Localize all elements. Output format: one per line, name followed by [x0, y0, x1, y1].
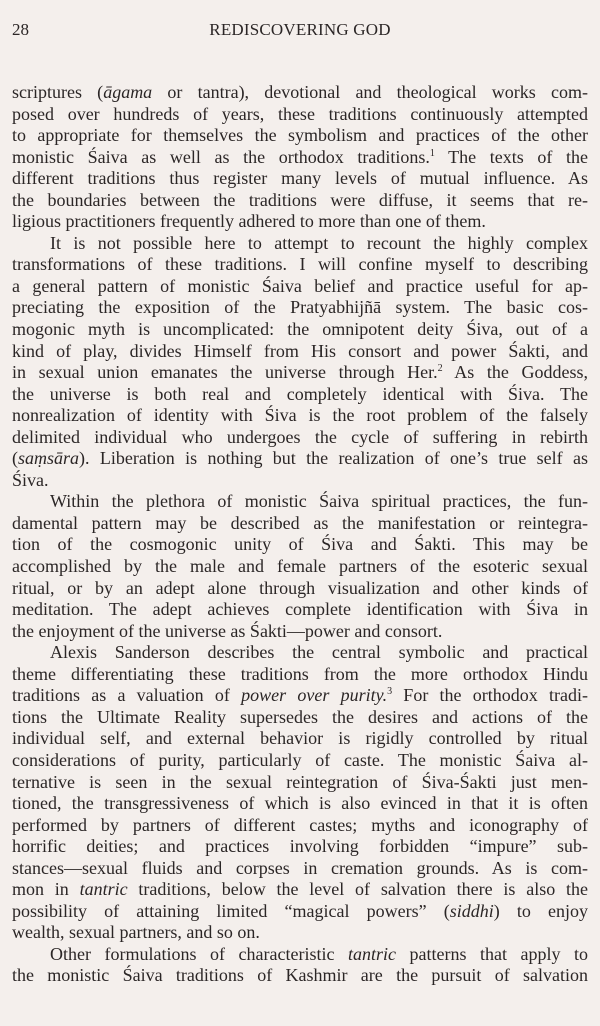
text-run: Other formulations of characteristic	[50, 943, 348, 964]
text-line	[12, 254, 588, 276]
text-line	[12, 750, 588, 772]
text-run: mon in	[12, 879, 80, 900]
text-line	[12, 793, 588, 815]
text-run: individual self, and external behavior is rigidly controlled by ritual	[12, 728, 588, 749]
text-run: Within the plethora of monistic Śaiva spiritual practices, the fun-	[50, 491, 588, 512]
text-line	[12, 965, 588, 987]
text-run: posed over hundreds of years, these traditions continuously attempted	[12, 103, 588, 124]
text-line	[12, 534, 588, 556]
text-line	[12, 125, 588, 147]
text-run: performed by partners of different castes; myths and iconography of	[12, 814, 588, 835]
text-line	[12, 491, 588, 513]
text-run: monistic Śaiva as well as the orthodox traditions.	[12, 146, 430, 167]
text-line	[12, 815, 588, 837]
text-line	[12, 168, 588, 190]
footnote-marker: 2	[437, 363, 443, 375]
text-line	[12, 448, 588, 470]
text-run: the universe is both real and completely identical with Śiva. The	[12, 383, 588, 404]
text-line	[12, 384, 588, 406]
text-run: to appropriate for themselves the symbolism and practices of the other	[12, 125, 588, 146]
italic-term: power over purity.	[241, 685, 388, 706]
text-line	[12, 728, 588, 750]
text-run: different traditions thus register many levels of mutual influence. As	[12, 168, 588, 189]
text-run: As the Goddess,	[442, 362, 588, 383]
text-run: possibility of attaining limited “magical powers” (	[12, 900, 450, 921]
italic-term: siddhi	[449, 900, 494, 921]
text-line	[12, 104, 588, 126]
text-line	[12, 599, 588, 621]
text-line	[12, 470, 588, 492]
text-line	[12, 664, 588, 686]
text-run: damental pattern may be described as the manifestation or reintegra-	[12, 512, 588, 533]
text-run: transformations of these traditions. I will confine myself to describing	[12, 254, 588, 275]
text-run: theme differentiating these traditions from the more orthodox Hindu	[12, 663, 588, 684]
text-line	[12, 513, 588, 535]
text-run: ). Liberation is nothing but the realization of one’s true self as	[79, 448, 588, 469]
text-line	[12, 341, 588, 363]
text-run: The texts of the	[434, 146, 588, 167]
text-run: traditions, below the level of salvation there is also the	[127, 879, 588, 900]
text-run: nonrealization of identity with Śiva is the root problem of the falsely	[12, 405, 588, 426]
text-line	[12, 901, 588, 923]
page-number: 28	[12, 20, 29, 39]
text-run: traditions as a valuation of	[12, 685, 242, 706]
italic-term: tantric	[79, 879, 128, 900]
text-run: the boundaries between the traditions were diffuse, it seems that re-	[12, 189, 588, 210]
italic-term: saṃsāra	[18, 448, 80, 469]
text-run: stances—sexual fluids and corpses in cremation grounds. As is com-	[12, 857, 588, 878]
text-line	[12, 405, 588, 427]
footnote-marker: 1	[429, 147, 435, 159]
text-run: considerations of purity, particularly of caste. The monistic Śaiva al-	[12, 749, 588, 770]
text-line	[12, 556, 588, 578]
text-run: a general pattern of monistic Śaiva belief and practice useful for ap-	[12, 275, 588, 296]
text-run: tioned, the transgressiveness of which is also evinced in that it is often	[12, 793, 588, 814]
text-line	[12, 858, 588, 880]
text-line	[12, 578, 588, 600]
body-text	[12, 82, 588, 987]
text-line	[12, 879, 588, 901]
text-run: the monistic Śaiva traditions of Kashmir are the pursuit of salvation	[12, 965, 588, 986]
text-run: ritual, or by an adept alone through visualization and other kinds of	[12, 577, 588, 598]
text-line	[12, 427, 588, 449]
text-run: It is not possible here to attempt to recount the highly complex	[50, 232, 588, 253]
text-run: accomplished by the male and female partners of the esoteric sexual	[12, 556, 588, 577]
text-run: preciating the exposition of the Pratyabhijñā system. The basic cos-	[12, 297, 588, 318]
text-line	[12, 211, 588, 233]
text-line	[12, 642, 588, 664]
text-line	[12, 297, 588, 319]
italic-term: āgama	[103, 82, 153, 102]
text-line	[12, 621, 588, 643]
text-line	[12, 362, 588, 384]
text-run: ternative is seen in the sexual reintegration of Śiva-Śakti just men-	[12, 771, 588, 792]
running-title: REDISCOVERING GOD	[209, 20, 391, 39]
text-line	[12, 276, 588, 298]
text-run: horrific deities; and practices involving forbidden “impure” sub-	[12, 836, 588, 857]
text-run: kind of play, divides Himself from His consort and power Śakti, and	[12, 340, 588, 361]
text-run: Alexis Sanderson describes the central symbolic and practical	[50, 642, 588, 663]
text-run: tions the Ultimate Reality supersedes the desires and actions of the	[12, 706, 588, 727]
text-run: the enjoyment of the universe as Śakti—power and consort.	[12, 620, 443, 641]
text-line	[12, 233, 588, 255]
text-run: patterns that apply to	[395, 943, 588, 964]
text-line	[12, 147, 588, 169]
text-line	[12, 190, 588, 212]
text-line	[12, 922, 588, 944]
text-line	[12, 82, 588, 104]
text-run: in sexual union emanates the universe through Her.	[12, 362, 438, 383]
text-run: meditation. The adept achieves complete identification with Śiva in	[12, 599, 588, 620]
text-line	[12, 319, 588, 341]
text-line	[12, 707, 588, 729]
text-run: ligious practitioners frequently adhered to more than one of them.	[12, 211, 486, 232]
text-run: Śiva.	[12, 469, 49, 490]
text-run: ) to enjoy	[493, 900, 588, 921]
text-run: For the orthodox tradi-	[392, 685, 588, 706]
text-run: mogonic myth is uncomplicated: the omnipotent deity Śiva, out of a	[12, 319, 588, 340]
text-run: (	[12, 448, 18, 469]
text-line	[12, 944, 588, 966]
footnote-marker: 3	[387, 686, 393, 698]
text-run: delimited individual who undergoes the cycle of suffering in rebirth	[12, 426, 588, 447]
italic-term: tantric	[347, 943, 396, 964]
running-header	[12, 20, 588, 42]
text-line	[12, 772, 588, 794]
text-line	[12, 836, 588, 858]
text-line	[12, 685, 588, 707]
text-run: or tantra), devotional and theological works com-	[152, 82, 588, 102]
text-run: wealth, sexual partners, and so on.	[12, 922, 260, 943]
text-run: tion of the cosmogonic unity of Śiva and Śakti. This may be	[12, 534, 588, 555]
text-run: scriptures (	[12, 82, 104, 102]
